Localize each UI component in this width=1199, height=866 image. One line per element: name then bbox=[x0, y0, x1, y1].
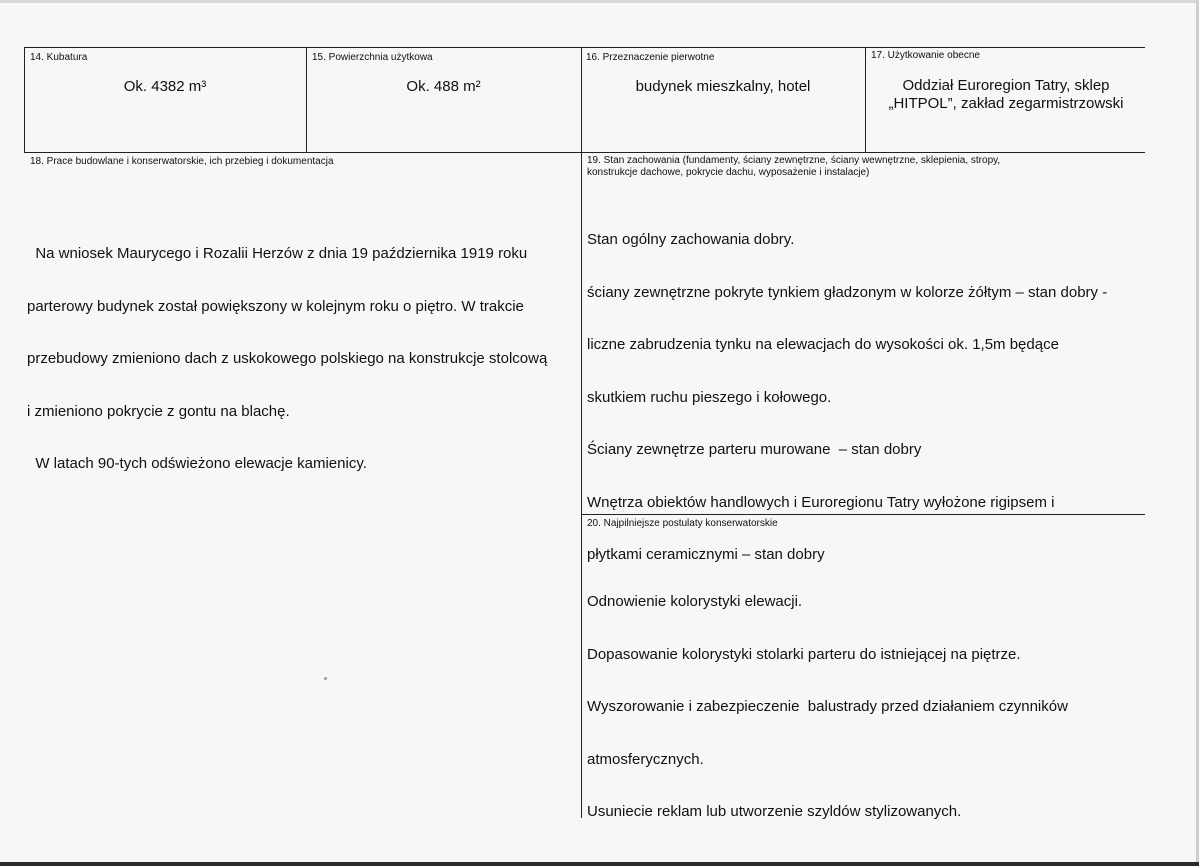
prace-label: 18. Prace budowlane i konserwatorskie, ich przebieg i dokumentacja bbox=[30, 156, 334, 167]
prace-line: W latach 90-tych odświeżono elewacje kamienicy. bbox=[27, 455, 367, 472]
prace-line: przebudowy zmieniono dach z uskokowego polskiego na konstrukcje stolcową bbox=[27, 350, 548, 367]
table-left-border bbox=[24, 47, 25, 153]
uzytkowanie-value bbox=[865, 77, 1147, 113]
kubatura-label: 14. Kubatura bbox=[30, 52, 88, 63]
uzytkowanie-value-line: „HITPOL”, zakład zegarmistrzowski bbox=[888, 95, 1124, 112]
postulaty-line: Dopasowanie kolorystyki stolarki parteru do istniejącej na piętrze. bbox=[587, 645, 1021, 663]
postulaty-text bbox=[587, 558, 1143, 838]
scan-edge-bottom bbox=[0, 862, 1199, 866]
stan-label-line: konstrukcje dachowe, pokrycie dachu, wyposażenie i instalacje) bbox=[587, 167, 870, 178]
powierzchnia-label: 15. Powierzchnia użytkowa bbox=[312, 52, 433, 63]
postulaty-line: Usuniecie reklam lub utworzenie szyldów stylizowanych. bbox=[587, 803, 962, 820]
postulaty-line: Odnowienie kolorystyki elewacji. bbox=[587, 593, 803, 610]
stan-line: skutkiem ruchu pieszego i kołowego. bbox=[587, 388, 832, 406]
powierzchnia-value: Ok. 488 m² bbox=[406, 78, 481, 95]
postulaty-line: Wyszorowanie i zabezpieczenie balustrady przed działaniem czynników bbox=[587, 698, 1068, 715]
prace-line: Na wniosek Maurycego i Rozalii Herzów z dnia 19 października 1919 roku bbox=[27, 245, 528, 262]
table-top-border bbox=[24, 47, 1145, 48]
stan-label-line: 19. Stan zachowania (fundamenty, ściany zewnętrzne, ściany wewnętrzne, sklepienia, stropy, bbox=[587, 155, 1001, 166]
prace-line: parterowy budynek został powiększony w kolejnym roku o piętro. W trakcie bbox=[27, 297, 524, 315]
stan-line: ściany zewnętrzne pokryte tynkiem gładzonym w kolorze żółtym – stan dobry - bbox=[587, 283, 1108, 301]
col-divider-1 bbox=[306, 47, 307, 153]
postulaty-label: 20. Najpilniejsze postulaty konserwatorskie bbox=[587, 518, 778, 529]
postulaty-line: atmosferycznych. bbox=[587, 750, 704, 768]
kubatura-value: Ok. 4382 m³ bbox=[123, 78, 207, 95]
prace-line: i zmieniono pokrycie z gontu na blachę. bbox=[27, 402, 290, 420]
stan-line: Wnętrza obiektów handlowych i Euroregionu Tatry wyłożone rigipsem i bbox=[587, 493, 1055, 511]
przeznaczenie-label: 16. Przeznaczenie pierwotne bbox=[586, 52, 715, 63]
row-divider-1 bbox=[24, 152, 1145, 153]
uzytkowanie-value-line: Oddział Euroregion Tatry, sklep bbox=[902, 77, 1110, 94]
stan-label bbox=[587, 155, 1143, 179]
scan-speck bbox=[324, 677, 327, 680]
stan-line: płytkami ceramicznymi – stan dobry bbox=[587, 546, 825, 563]
stan-line: Ściany zewnętrze parteru murowane – stan dobry bbox=[587, 441, 922, 458]
stan-line: Stan ogólny zachowania dobry. bbox=[587, 231, 795, 248]
prace-text bbox=[27, 210, 579, 490]
col-divider-2 bbox=[581, 47, 582, 818]
scan-edge-top bbox=[0, 0, 1199, 3]
uzytkowanie-label: 17. Użytkowanie obecne bbox=[871, 50, 980, 61]
przeznaczenie-value: budynek mieszkalny, hotel bbox=[635, 78, 811, 95]
stan-line: liczne zabrudzenia tynku na elewacjach do wysokości ok. 1,5m będące bbox=[587, 336, 1059, 353]
